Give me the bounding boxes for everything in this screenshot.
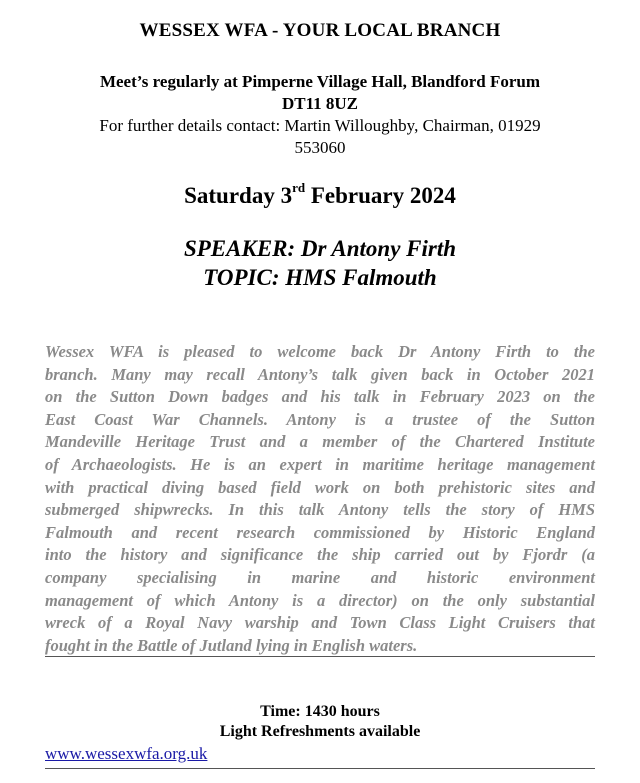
description-line: submerged shipwrecks. In this talk Antony tells the story of HMS bbox=[45, 500, 595, 520]
description-line: branch. Many may recall Antony’s talk given back in October 2021 bbox=[45, 364, 595, 384]
description-underline bbox=[45, 656, 595, 657]
description-line: Falmouth and recent research commissioned by Historic England bbox=[45, 522, 595, 542]
description-line: Wessex WFA is pleased to welcome back Dr Antony Firth to the bbox=[45, 342, 595, 361]
speaker-heading: SPEAKER: Dr Antony Firth bbox=[183, 236, 457, 261]
contact-details-line1: For further details contact: Martin Willoughby, Chairman, 01929 bbox=[99, 116, 541, 135]
description-line: with practical diving based field work on both prehistoric sites and bbox=[45, 477, 595, 497]
description-line: Mandeville Heritage Trust and a member of the Chartered Institute bbox=[45, 432, 595, 452]
event-date-rest: February 2024 bbox=[305, 183, 456, 208]
meeting-location-postcode: DT11 8UZ bbox=[281, 94, 359, 113]
description-line: management of which Antony is a director) on the only substantial bbox=[45, 590, 595, 610]
footer-divider bbox=[45, 768, 595, 769]
topic-heading: TOPIC: HMS Falmouth bbox=[203, 265, 437, 290]
event-time: Time: 1430 hours bbox=[260, 703, 380, 720]
description-line: on the Sutton Down badges and his talk in February 2023 on the bbox=[45, 387, 595, 407]
event-date bbox=[0, 180, 640, 209]
description-line: fought in the Battle of Jutland lying in English waters. bbox=[45, 635, 418, 655]
event-date-prefix: Saturday 3 bbox=[184, 183, 293, 208]
description-line: East Coast War Channels. Antony is a trustee of the Sutton bbox=[45, 409, 595, 429]
description-line: company specialising in marine and historic environment bbox=[45, 567, 595, 587]
meeting-location-line1: Meet’s regularly at Pimperne Village Hall, Blandford Forum bbox=[99, 72, 541, 91]
branch-title: WESSEX WFA - YOUR LOCAL BRANCH bbox=[139, 20, 501, 41]
talk-description bbox=[45, 341, 595, 657]
refreshments-note: Light Refreshments available bbox=[219, 723, 421, 740]
description-line: wreck of a Royal Navy warship and Town Class Light Cruisers that bbox=[45, 613, 595, 633]
description-line: into the history and significance the ship carried out by Fjordr (a bbox=[45, 545, 595, 565]
description-line: of Archaeologists. He is an expert in maritime heritage management bbox=[45, 454, 595, 474]
event-date-ordinal: rd bbox=[292, 180, 306, 196]
contact-details-line2: 553060 bbox=[294, 138, 346, 157]
website-link[interactable]: www.wessexwfa.org.uk bbox=[45, 744, 208, 763]
